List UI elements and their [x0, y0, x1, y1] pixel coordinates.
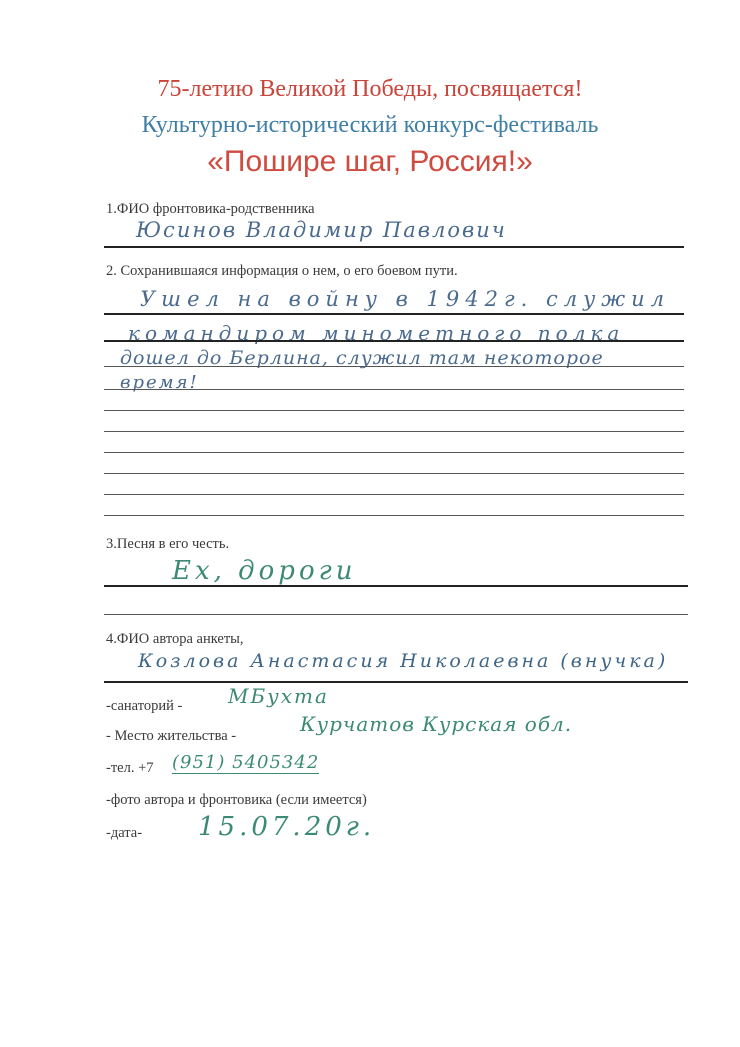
combat-path-line [104, 410, 684, 411]
sanatorium-value: МБухта [228, 684, 329, 708]
sanatorium-label: -санаторий - [106, 698, 183, 714]
combat-path-line [104, 340, 684, 342]
photo-label: -фото автора и фронтовика (если имеется) [106, 792, 367, 808]
residence-label: - Место жительства - [106, 728, 237, 744]
combat-path-line [104, 313, 684, 315]
combat-path-line [104, 452, 684, 453]
song-line [104, 614, 688, 615]
song-answer: Ех, дороги [172, 556, 357, 586]
author-name-label: 4.ФИО автора анкеты, [106, 631, 244, 647]
header-festival-name: «Пошире шаг, Россия!» [207, 145, 533, 178]
combat-path-line [104, 389, 684, 390]
header-dedication: 75-летию Великой Победы, посвящается! [157, 76, 583, 102]
song-line [104, 585, 688, 587]
phone-label: -тел. +7 [106, 760, 154, 776]
combat-path-answer-line-2: командиром минометного полка [128, 321, 625, 345]
combat-path-line [104, 515, 684, 516]
song-label: 3.Песня в его честь. [106, 536, 230, 552]
combat-path-answer-line-4: время! [120, 372, 199, 393]
date-label: -дата- [106, 825, 143, 841]
header-festival: Культурно-исторический конкурс-фестиваль [141, 112, 599, 138]
combat-path-line [104, 431, 684, 432]
veteran-name-answer: Юсинов Владимир Павлович [136, 218, 507, 242]
combat-path-line [104, 494, 684, 495]
combat-path-answer-line-1: Ушел на войну в 1942г. служил [140, 287, 671, 311]
combat-path-line [104, 366, 684, 367]
veteran-name-label: 1.ФИО фронтовика-родственника [106, 201, 315, 217]
date-value: 15.07.20г. [198, 812, 376, 842]
veteran-name-line [104, 246, 684, 248]
author-name-answer: Козлова Анастасия Николаевна (внучка) [138, 650, 669, 672]
author-name-line [104, 681, 688, 683]
combat-path-label: 2. Сохранившаяся информация о нем, о его боевом пути. [106, 263, 458, 279]
combat-path-answer-line-3: дошел до Берлина, служил там некоторое [120, 347, 604, 369]
combat-path-line [104, 473, 684, 474]
phone-value: (951) 5405342 [172, 752, 320, 773]
residence-value: Курчатов Курская обл. [300, 712, 573, 736]
